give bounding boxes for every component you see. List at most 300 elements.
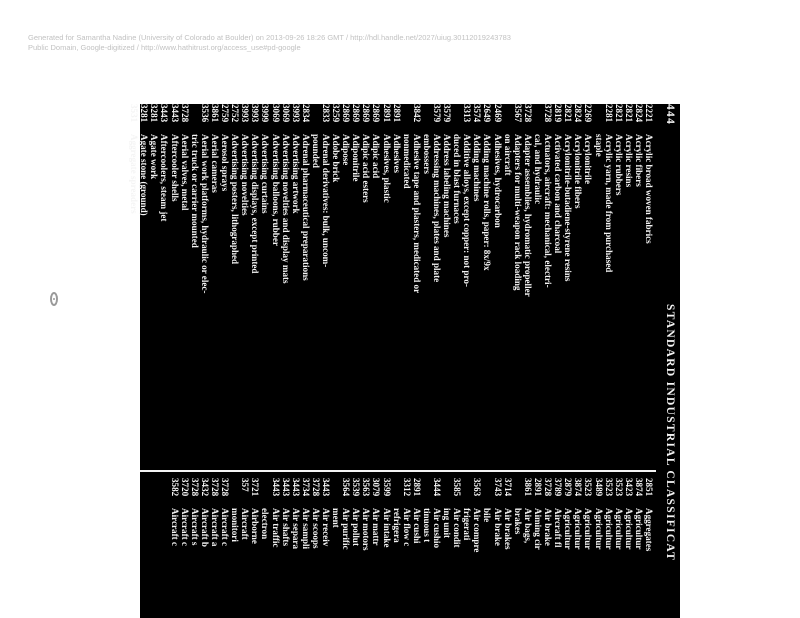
sic-code [452, 104, 462, 134]
sic-code: 2879 [563, 478, 574, 497]
index-entry [200, 104, 210, 464]
industry-term: Acrylonitrile fibers [573, 134, 584, 209]
sic-code: 3789 [553, 478, 564, 497]
industry-term: Actuators, aircraft: mechanical, electri- [543, 134, 554, 288]
index-entry [311, 478, 321, 618]
industry-term: Air condit [452, 508, 463, 548]
sic-code: 3443 [169, 104, 180, 123]
industry-term: Agate stone (ground) [139, 134, 150, 216]
index-entry [351, 104, 361, 464]
industry-term: Air scoops [310, 508, 321, 549]
index-entry [533, 478, 543, 618]
industry-term: Advertising posters, lithographed [230, 134, 241, 265]
industry-term: Air traffic [270, 508, 281, 548]
industry-term: Aggregate spreaders [129, 134, 140, 214]
index-entry [250, 478, 260, 618]
sic-code: 3523 [613, 478, 624, 497]
index-entry [260, 478, 270, 618]
sic-code [260, 478, 270, 508]
index-entry [392, 478, 402, 618]
sic-code: 2891 [532, 478, 543, 497]
sic-code [190, 104, 200, 134]
index-entry [230, 104, 240, 464]
industry-term: Adhesives, plastic [381, 134, 392, 203]
industry-term: Aircraft b [199, 508, 210, 547]
sic-code: 3861 [522, 478, 533, 497]
sic-code: 3585 [452, 478, 463, 497]
sic-code [533, 104, 543, 134]
industry-term: Adapters for multi-weapon rack loading [512, 134, 523, 291]
sic-code: 3443 [321, 478, 331, 497]
industry-term: Air separa [290, 508, 301, 550]
index-entry [180, 478, 190, 618]
industry-term: duced in blast furnaces [452, 134, 463, 224]
sic-code: 3728 [189, 478, 200, 497]
sic-code: 3728 [522, 104, 533, 123]
index-entry [523, 104, 533, 464]
index-entry [482, 104, 492, 464]
industry-term: Agricultur [563, 508, 574, 550]
sic-code: 3861 [209, 104, 220, 123]
index-entry [371, 104, 381, 464]
index-entry [644, 104, 654, 464]
index-entry [220, 478, 230, 618]
index-entry [351, 478, 361, 618]
binder-hole-icon [50, 292, 58, 306]
index-entry [331, 104, 341, 464]
sic-code: 2269 [583, 104, 594, 123]
index-entry [432, 478, 442, 618]
industry-term: Aircraft c [220, 508, 231, 546]
industry-term: Air brake [543, 508, 554, 546]
industry-term: Adding machine rolls, paper: 8x/9x [482, 134, 493, 271]
sic-code: 3069 [280, 104, 291, 123]
index-entry [472, 104, 482, 464]
sic-code: 2752 [230, 104, 241, 123]
index-entry [614, 104, 624, 464]
industry-term: Adiponitrile [351, 134, 362, 182]
sic-code: 2834 [300, 104, 311, 123]
index-entry [210, 104, 220, 464]
industry-term: Acrylic yarn, made from purchased [603, 134, 614, 273]
sic-code: 2824 [573, 104, 584, 123]
industry-term: Aerial valves, metal [179, 134, 190, 211]
sic-code: 3993 [250, 104, 261, 123]
index-entry [412, 104, 422, 464]
sic-code: 2221 [644, 104, 654, 123]
industry-term: Air bags, [522, 508, 533, 544]
industry-term: Adipic acid [371, 134, 382, 179]
industry-term: Agate work [149, 134, 160, 180]
industry-term: Acrylic broad woven fabrics [644, 134, 654, 244]
index-entry [321, 104, 331, 464]
index-entry [240, 478, 250, 618]
index-entry [563, 104, 573, 464]
index-entry [452, 104, 462, 464]
index-entry [159, 104, 169, 464]
industry-term: tric truck or carrier mounted [189, 134, 200, 248]
industry-term: ing unit [442, 508, 453, 539]
index-entry [250, 104, 260, 464]
index-entry [452, 478, 462, 618]
sic-code [422, 104, 432, 134]
index-entry [331, 478, 341, 618]
index-entry [432, 104, 442, 464]
sic-code: 3563 [361, 478, 372, 497]
provenance-line-rights: Public Domain, Google-digitized / http://www.hathitrust.org/access_use#pd-google [28, 43, 301, 52]
index-entry [260, 104, 270, 464]
sic-code: 3993 [290, 104, 301, 123]
sic-code: 3432 [199, 478, 210, 497]
industry-term: Air intake [381, 508, 392, 548]
industry-term: Air cushio [432, 508, 443, 549]
index-entry [442, 478, 452, 618]
scanned-page [129, 104, 680, 618]
industry-term: ment [331, 508, 342, 528]
sic-code: 2819 [553, 104, 564, 123]
sic-code: 3443 [159, 104, 170, 123]
industry-term: embossers [421, 134, 432, 174]
industry-term: Acrylonitrile [583, 134, 594, 184]
industry-term: Adapter assemblies, hydromatic propeller [522, 134, 533, 297]
index-entry [563, 478, 573, 618]
industry-term: Aircraft a [209, 508, 220, 547]
sic-code: 3599 [381, 478, 392, 497]
index-entry [503, 104, 513, 464]
industry-term: Air shafts [280, 508, 291, 546]
sic-code: 3423 [623, 478, 634, 497]
index-entry [593, 478, 603, 618]
index-entry [402, 104, 412, 464]
sic-code: 2891 [411, 478, 422, 497]
industry-term: Aircraft [240, 508, 251, 540]
sic-code: 3489 [593, 478, 604, 497]
sic-code: 2891 [381, 104, 392, 123]
sic-code: 3069 [270, 104, 281, 123]
sic-code: 3728 [543, 478, 554, 497]
index-entry [190, 478, 200, 618]
industry-term: Adhesives [391, 134, 402, 173]
sic-code: 3582 [169, 478, 180, 497]
index-entry [644, 478, 654, 618]
sic-code: 3743 [492, 478, 503, 497]
industry-term: Acrylonitrile-butadiene-styrene resins [563, 134, 574, 282]
sic-code [462, 478, 472, 508]
sic-code: 3259 [331, 104, 342, 123]
industry-term: Aerial work platforms, hydraulic or elec- [199, 134, 210, 294]
index-entry [129, 104, 139, 464]
index-entry [301, 478, 311, 618]
industry-term: Air brake [492, 508, 503, 546]
sic-code: 3874 [573, 478, 584, 497]
index-entry [462, 478, 472, 618]
sic-code: 3563 [472, 478, 483, 497]
sic-code: 2759 [220, 104, 231, 123]
industry-term: Agricultur [613, 508, 624, 550]
industry-term: Agricultur [573, 508, 584, 550]
industry-term: Airborne [250, 508, 261, 544]
page-number: 444 [664, 104, 676, 126]
industry-term: Aircraft s [189, 508, 200, 546]
industry-term: Adobe brick [331, 134, 342, 183]
sic-code: 3728 [220, 478, 231, 497]
sic-code: 3536 [199, 104, 210, 123]
index-entry [371, 478, 381, 618]
industry-term: Agricultur [593, 508, 604, 550]
industry-term: Air mattr [371, 508, 382, 546]
sic-code: 3874 [633, 478, 644, 497]
industry-term: Air flow c [401, 508, 412, 547]
sic-code: 3714 [502, 478, 513, 497]
sic-code: 3721 [250, 478, 261, 497]
index-entry [493, 104, 503, 464]
industry-term: refrigera [391, 508, 402, 543]
sic-code: 3523 [583, 478, 594, 497]
industry-term: Adhesives, hydrocarbon [492, 134, 503, 228]
industry-term: Advertising artwork [290, 134, 301, 214]
sic-code [422, 478, 432, 508]
industry-term: frigerati [462, 508, 473, 541]
sic-code [230, 478, 240, 508]
sic-code: 3728 [310, 478, 321, 497]
industry-term: Agricultur [633, 508, 644, 550]
index-entry [604, 104, 614, 464]
index-entry [240, 104, 250, 464]
index-entry [210, 478, 220, 618]
index-entry [422, 478, 432, 618]
industry-term: Agricultur [623, 508, 634, 550]
industry-term: brakes [512, 508, 523, 535]
index-entry [190, 104, 200, 464]
industry-term: Adding machines [472, 134, 483, 202]
index-entry [270, 478, 280, 618]
industry-term: Aggregates [644, 508, 654, 552]
industry-term: Aftercoolers, steam jet [159, 134, 170, 222]
industry-term: Additive alloys, except copper: not pro- [462, 134, 473, 287]
index-entry [200, 478, 210, 618]
index-entry [543, 478, 553, 618]
sic-code: 3444 [432, 478, 443, 497]
sic-code: 3728 [179, 104, 190, 123]
index-entry [170, 104, 180, 464]
index-entry [381, 478, 391, 618]
index-entry [361, 104, 371, 464]
index-entry [573, 104, 583, 464]
sic-code: 3564 [341, 478, 352, 497]
sic-code: 3720 [179, 478, 190, 497]
industry-term: cal, and hydraulic [532, 134, 543, 204]
index-entry [462, 104, 472, 464]
sic-code: 2281 [603, 104, 614, 123]
industry-term: Adipose [341, 134, 352, 166]
index-entry [442, 104, 452, 464]
index-entry [381, 104, 391, 464]
sic-code: 3567 [512, 104, 523, 123]
column-divider [140, 470, 656, 472]
index-entry [634, 478, 644, 618]
index-entry [341, 104, 351, 464]
sic-code: 3728 [543, 104, 554, 123]
sic-code: 2821 [623, 104, 634, 123]
index-entry [220, 104, 230, 464]
provenance-line-generated: Generated for Samantha Nadine (University of Colorado at Boulder) on 2013-09-26 18:26 GMT / http://hdl.handle.net/2027/uiug.30112019243783 [28, 33, 511, 42]
industry-term: Advertising balloons, rubber [270, 134, 281, 246]
industry-term: Advertising curtains [260, 134, 271, 214]
sic-code [593, 104, 603, 134]
index-column-right [170, 478, 655, 618]
industry-term: Acrylic fibers [633, 134, 644, 187]
index-entry [341, 478, 351, 618]
index-entry [493, 478, 503, 618]
industry-term: Address labeling machines [442, 134, 453, 238]
sic-code [503, 104, 513, 134]
index-entry [624, 478, 634, 618]
sic-code: 3443 [280, 478, 291, 497]
index-entry [593, 104, 603, 464]
index-entry [301, 104, 311, 464]
industry-term: Air compre [472, 508, 483, 553]
industry-term: Air brakes [502, 508, 513, 550]
sic-code: 3443 [290, 478, 301, 497]
sic-code: 357 [240, 478, 251, 492]
index-entry [583, 104, 593, 464]
sic-code: 2869 [341, 104, 352, 123]
index-entry [149, 104, 159, 464]
index-entry [230, 478, 240, 618]
index-entry [311, 104, 321, 464]
sic-code [442, 478, 452, 508]
sic-code: 3079 [371, 478, 382, 497]
sic-code: 3734 [300, 478, 311, 497]
industry-term: Air motors [361, 508, 372, 551]
index-entry [503, 478, 513, 618]
sic-code [331, 478, 341, 508]
sic-code: 3523 [603, 478, 614, 497]
sic-code: 2821 [563, 104, 574, 123]
index-entry [291, 104, 301, 464]
index-entry [553, 478, 563, 618]
index-entry [402, 478, 412, 618]
sic-code: 2649 [482, 104, 493, 123]
index-entry [422, 104, 432, 464]
sic-code: 3313 [462, 104, 473, 123]
industry-term: pounded [310, 134, 321, 168]
index-entry [533, 104, 543, 464]
industry-term: Air pollut [351, 508, 362, 546]
industry-term: Air sampli [300, 508, 311, 550]
sic-code: 3531 [129, 104, 140, 123]
index-entry [624, 104, 634, 464]
industry-term: Air receiv [321, 508, 331, 547]
industry-term: Advertising novelties [240, 134, 251, 216]
sic-code: 3999 [260, 104, 271, 123]
sic-code: 3993 [240, 104, 251, 123]
sic-code: 2469 [492, 104, 503, 123]
industry-term: Aircraft fl [553, 508, 564, 548]
sic-code: 3842 [411, 104, 422, 123]
sic-code: 3281 [139, 104, 150, 123]
industry-term: Acrylic rubbers [613, 134, 624, 196]
index-entry [170, 478, 180, 618]
index-column-left [129, 104, 654, 464]
industry-term: Aircraft c [179, 508, 190, 546]
sic-code: 3574 [472, 104, 483, 123]
sic-code: 2869 [351, 104, 362, 123]
index-entry [573, 478, 583, 618]
index-entry [321, 478, 331, 618]
industry-term: Activated carbon and charcoal [553, 134, 564, 254]
industry-term: Advertising displays, except printed [250, 134, 261, 274]
sic-code: 3312 [401, 478, 412, 497]
industry-term: on aircraft [502, 134, 513, 176]
sic-code: 3443 [270, 478, 281, 497]
index-entry [513, 478, 523, 618]
sic-code: 2869 [371, 104, 382, 123]
index-entry [270, 104, 280, 464]
industry-term: tinuous t [421, 508, 432, 543]
index-entry [361, 478, 371, 618]
index-entry [634, 104, 644, 464]
sic-code [402, 104, 412, 134]
sic-code: 2821 [613, 104, 624, 123]
sic-code: 3579 [442, 104, 453, 123]
index-entry [482, 478, 492, 618]
index-entry [604, 478, 614, 618]
page-title: STANDARD INDUSTRIAL CLASSIFICAT [664, 304, 676, 562]
industry-term: Air purific [341, 508, 352, 550]
industry-term: Adrenal pharmaceutical preparations [300, 134, 311, 281]
industry-term: Addressing machines, plates and plate [432, 134, 443, 283]
index-entry [291, 478, 301, 618]
sic-code: 2833 [321, 104, 331, 123]
industry-term: staple [593, 134, 604, 157]
industry-term: Adhesive tape and plasters, medicated or [411, 134, 422, 294]
index-entry [513, 104, 523, 464]
index-entry [281, 104, 291, 464]
sic-code: 3281 [149, 104, 160, 123]
index-entry [180, 104, 190, 464]
page-running-head [662, 104, 676, 618]
index-entry [553, 104, 563, 464]
index-entry [281, 478, 291, 618]
index-entry [543, 104, 553, 464]
index-entry [412, 478, 422, 618]
index-entry [614, 478, 624, 618]
sic-code: 3728 [209, 478, 220, 497]
index-entry [523, 478, 533, 618]
index-entry [139, 104, 149, 464]
sic-code: 2824 [633, 104, 644, 123]
industry-term: Aerial cameras [209, 134, 220, 193]
sic-code [392, 478, 402, 508]
industry-term: Agricultur [603, 508, 614, 550]
industry-term: Aftercooler shells [169, 134, 180, 202]
industry-term: Aiming cir [532, 508, 543, 550]
sic-code: 2891 [391, 104, 402, 123]
index-entry [583, 478, 593, 618]
sic-code: 3539 [351, 478, 362, 497]
industry-term: Advertising novelties and display mats [280, 134, 291, 284]
industry-term: Agricultur [583, 508, 594, 550]
rotated-page-content [129, 104, 680, 618]
industry-term: Acrylic resins [623, 134, 634, 188]
sic-code [482, 478, 492, 508]
provenance-header [28, 33, 548, 53]
industry-term: Adipic acid esters [361, 134, 372, 203]
industry-term: electron [260, 508, 271, 540]
sic-code: 2869 [361, 104, 372, 123]
industry-term: Air cushi [411, 508, 422, 544]
